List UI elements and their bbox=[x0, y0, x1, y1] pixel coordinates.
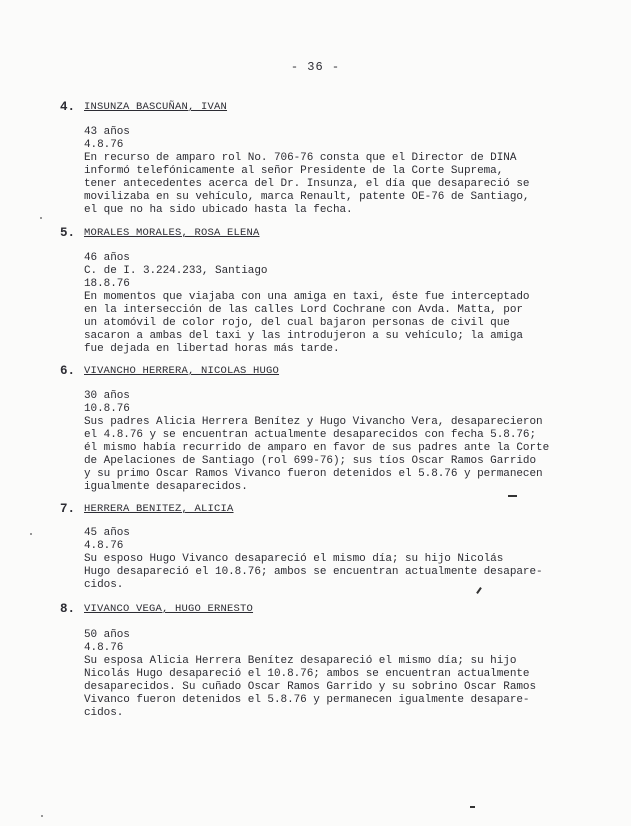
entry-text-line: y su primo Oscar Ramos Vivanco fueron detenidos el 5.8.76 y permanecen bbox=[84, 468, 543, 480]
entry-age: 45 años bbox=[84, 527, 130, 539]
ink-mark bbox=[508, 495, 517, 497]
ink-mark bbox=[470, 806, 475, 808]
entry-text-line: Hugo desapareció el 10.8.76; ambos se encuentran actualmente desapare- bbox=[84, 566, 543, 578]
entry-number: 4. bbox=[60, 100, 76, 114]
ink-mark bbox=[476, 587, 482, 594]
entry-name: MORALES MORALES, ROSA ELENA bbox=[84, 227, 260, 239]
entry-text-line: En recurso de amparo rol No. 706-76 consta que el Director de DINA bbox=[84, 152, 517, 164]
entry-text-line: en la intersección de las calles Lord Cochrane con Avda. Matta, por bbox=[84, 304, 523, 316]
entry-text-line: desaparecidos. Su cuñado Oscar Ramos Garrido y su sobrino Oscar Ramos bbox=[84, 681, 537, 693]
entry-text-line: Nicolás Hugo desapareció el 10.8.76; ambos se encuentran actualmente bbox=[84, 668, 530, 680]
entry-name: VIVANCHO HERRERA, NICOLAS HUGO bbox=[84, 365, 280, 377]
entry-text-line: el 4.8.76 y se encuentran actualmente desaparecidos con fecha 5.8.76; bbox=[84, 429, 537, 441]
entry-text-line: cidos. bbox=[84, 707, 124, 719]
entry-text-line: igualmente desaparecidos. bbox=[84, 481, 248, 493]
entry-text-line: movilizaba en su vehículo, marca Renault, patente OE-76 de Santiago, bbox=[84, 191, 530, 203]
entry-text-line: él mismo había recurrido de amparo en favor de sus padres ante la Corte bbox=[84, 442, 550, 454]
entry-number: 5. bbox=[60, 226, 76, 240]
scan-speck bbox=[41, 815, 43, 817]
entry-age: 30 años bbox=[84, 390, 130, 402]
entry-text-line: Su esposo Hugo Vivanco desapareció el mismo día; su hijo Nicolás bbox=[84, 553, 504, 565]
entry-text-line: Su esposa Alicia Herrera Benítez desapareció el mismo día; su hijo bbox=[84, 655, 517, 667]
entry-text-line: Vivanco fueron detenidos el 5.8.76 y permanecen igualmente desapare- bbox=[84, 694, 530, 706]
entry-number: 8. bbox=[60, 602, 76, 616]
entry-date: 4.8.76 bbox=[84, 642, 124, 654]
entry-text-line: Sus padres Alicia Herrera Benítez y Hugo Vivancho Vera, desaparecieron bbox=[84, 416, 543, 428]
entry-number: 7. bbox=[60, 502, 76, 516]
entry-date: 10.8.76 bbox=[84, 403, 130, 415]
entry-date: 4.8.76 bbox=[84, 139, 124, 151]
entry-text-line: informó telefónicamente al señor Presidente de la Corte Suprema, bbox=[84, 165, 504, 177]
entry-date: 4.8.76 bbox=[84, 540, 124, 552]
entry-name: INSUNZA BASCUÑAN, IVAN bbox=[84, 101, 228, 113]
entry-name: HERRERA BENITEZ, ALICIA bbox=[84, 503, 234, 515]
entry-text-line: el que no ha sido ubicado hasta la fecha. bbox=[84, 204, 353, 216]
entry-text-line: cidos. bbox=[84, 579, 124, 591]
entry-age: 46 años bbox=[84, 252, 130, 264]
entry-number: 6. bbox=[60, 364, 76, 378]
entry-text-line: sacaron a ambas del taxi y las introdujeron a su vehículo; la amiga bbox=[84, 330, 523, 342]
entry-text-line: de Apelaciones de Santiago (rol 699-76); sus tíos Oscar Ramos Garrido bbox=[84, 455, 537, 467]
entry-text-line: tener antecedentes acerca del Dr. Insunza, el día que desapareció se bbox=[84, 178, 530, 190]
entry-date: 18.8.76 bbox=[84, 278, 130, 290]
entry-text-line: un atomóvil de color rojo, del cual bajaron personas de civil que bbox=[84, 317, 510, 329]
entry-age: 50 años bbox=[84, 629, 130, 641]
entry-name: VIVANCO VEGA, HUGO ERNESTO bbox=[84, 603, 254, 615]
entry-age: 43 años bbox=[84, 126, 130, 138]
scan-speck bbox=[30, 533, 32, 535]
scan-speck bbox=[40, 217, 42, 219]
entry-id: C. de I. 3.224.233, Santiago bbox=[84, 265, 268, 277]
page-number: - 36 - bbox=[290, 60, 341, 74]
entry-text-line: En momentos que viajaba con una amiga en taxi, éste fue interceptado bbox=[84, 291, 530, 303]
entry-text-line: fue dejada en libertad horas más tarde. bbox=[84, 343, 340, 355]
